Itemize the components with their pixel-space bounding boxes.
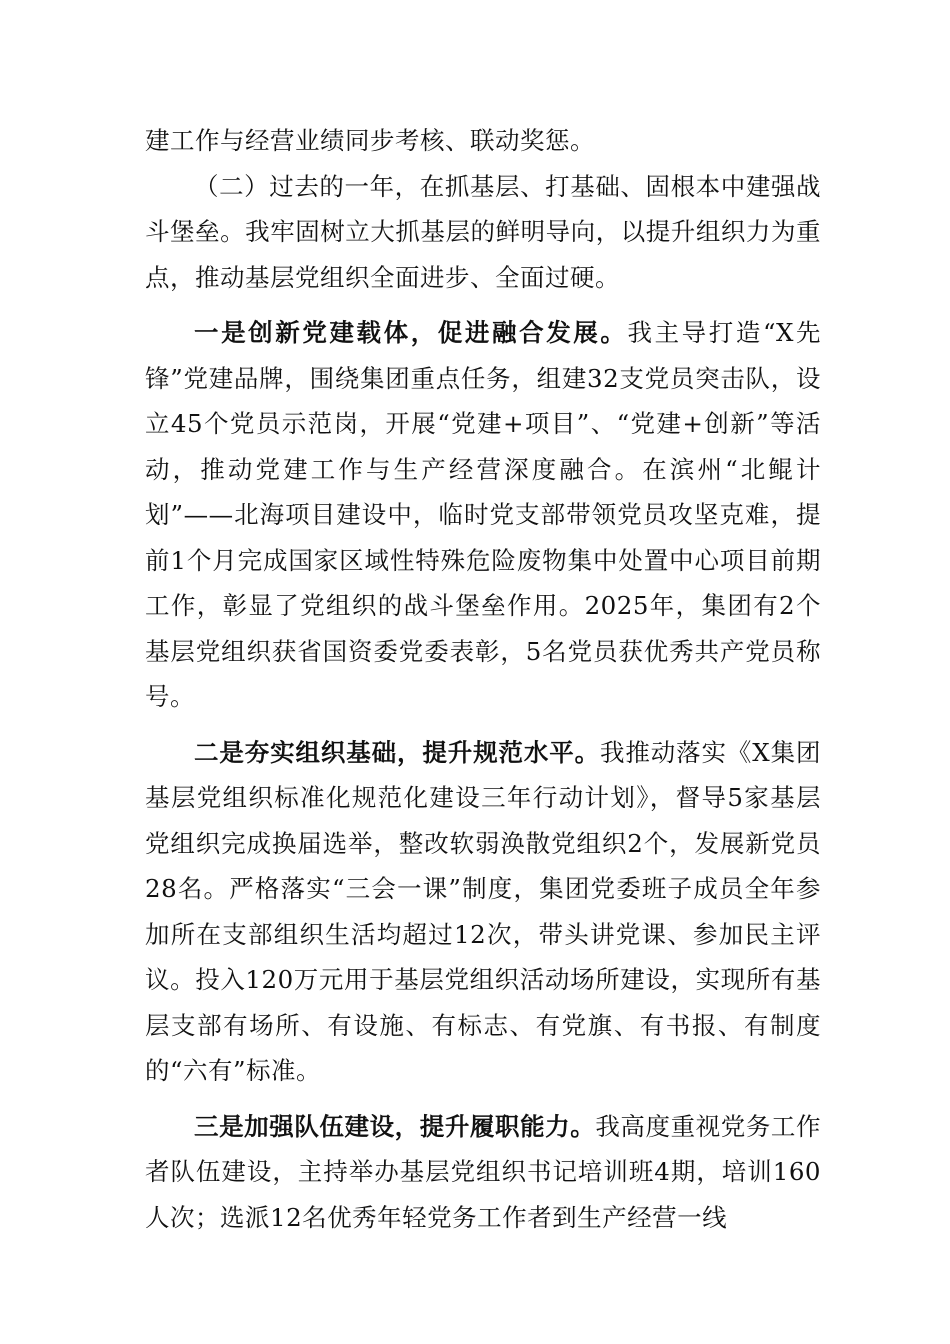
paragraph-continuation: [145, 118, 821, 164]
paragraph-lead: 一是创新党建载体，促进融合发展。: [194, 318, 628, 347]
paragraph-point-two: [145, 730, 821, 1094]
paragraph-point-three: [145, 1104, 821, 1241]
paragraph-text: 我推动落实《X集团基层党组织标准化规范化建设三年行动计划》，督导5家基层党组织完成换届选举，整改软弱涣散党组织2个，发展新党员28名。严格落实“三会一课”制度，集团党委班子成员全年参加所在支部组织生活均超过12次，带头讲党课、参加民主评议。投入120万元用于基层党组织活动场所建设，实现所有基层支部有场所、有设施、有标志、有党旗、有书报、有制度的“六有”标准。: [145, 737, 821, 1085]
document-page: [145, 118, 821, 1240]
paragraph-text: （二）过去的一年，在抓基层、打基础、固根本中建强战斗堡垒。我牢固树立大抓基层的鲜明导向，以提升组织力为重点，推动基层党组织全面进步、全面过硬。: [145, 171, 821, 292]
section-heading-paragraph: [145, 164, 821, 301]
paragraph-text: 我主导打造“X先锋”党建品牌，围绕集团重点任务，组建32支党员突击队，设立45个党员示范岗，开展“党建+项目”、“党建+创新”等活动，推动党建工作与生产经营深度融合。在滨州“北鲲计划”——北海项目建设中，临时党支部带领党员攻坚克难，提前1个月完成国家区域性特殊危险废物集中处置中心项目前期工作，彰显了党组织的战斗堡垒作用。2025年，集团有2个基层党组织获省国资委党委表彰，5名党员获优秀共产党员称号。: [145, 318, 822, 711]
paragraph-point-one: [145, 310, 821, 720]
paragraph-lead: 三是加强队伍建设，提升履职能力。: [194, 1111, 596, 1141]
paragraph-lead: 二是夯实组织基础，提升规范水平。: [194, 737, 601, 767]
paragraph-text: 我高度重视党务工作者队伍建设，主持举办基层党组织书记培训班4期，培训160人次；选派12名优秀年轻党务工作者到生产经营一线: [145, 1111, 822, 1232]
paragraph-text: 建工作与经营业绩同步考核、联动奖惩。: [145, 126, 595, 155]
